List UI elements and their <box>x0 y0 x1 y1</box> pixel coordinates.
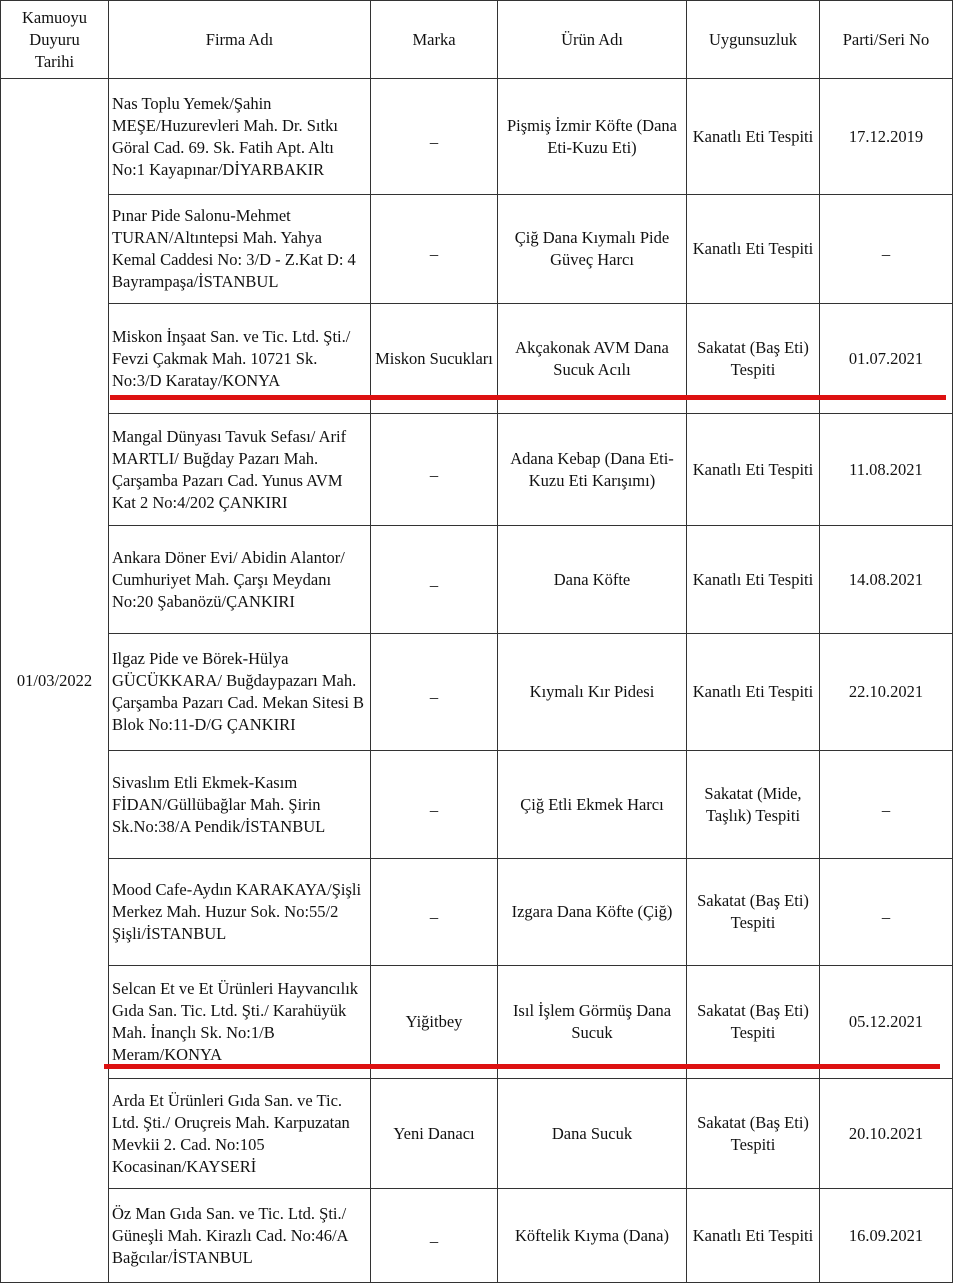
brand-cell: _ <box>371 634 498 751</box>
nonconformity-cell: Kanatlı Eti Tespiti <box>687 526 820 634</box>
nonconformity-cell: Kanatlı Eti Tespiti <box>687 634 820 751</box>
nonconformity-cell: Kanatlı Eti Tespiti <box>687 414 820 526</box>
product-cell: Çiğ Etli Ekmek Harcı <box>498 751 687 859</box>
product-cell: Kıymalı Kır Pidesi <box>498 634 687 751</box>
header-batch: Parti/Seri No <box>820 1 953 79</box>
product-cell: Isıl İşlem Görmüş Dana Sucuk <box>498 966 687 1079</box>
firm-cell: Ilgaz Pide ve Börek-Hülya GÜCÜKKARA/ Buğdaypazarı Mah. Çarşamba Pazarı Cad. Mekan Sitesi B Blok No:11-D/G ÇANKIRI <box>109 634 371 751</box>
brand-cell: Yiğitbey <box>371 966 498 1079</box>
header-brand: Marka <box>371 1 498 79</box>
product-cell: Pişmiş İzmir Köfte (Dana Eti-Kuzu Eti) <box>498 79 687 195</box>
firm-cell: Selcan Et ve Et Ürünleri Hayvancılık Gıda San. Tic. Ltd. Şti./ Karahüyük Mah. İnançlı Sk. No:1/B Meram/KONYA <box>109 966 371 1079</box>
product-cell: Çiğ Dana Kıymalı Pide Güveç Harcı <box>498 195 687 304</box>
table-row <box>1 526 953 634</box>
batch-cell: 01.07.2021 <box>820 304 953 414</box>
nonconformity-cell: Sakatat (Mide, Taşlık) Tespiti <box>687 751 820 859</box>
product-cell: Köftelik Kıyma (Dana) <box>498 1189 687 1283</box>
brand-cell: Miskon Sucukları <box>371 304 498 414</box>
product-cell: Akçakonak AVM Dana Sucuk Acılı <box>498 304 687 414</box>
batch-cell: 14.08.2021 <box>820 526 953 634</box>
table-row <box>1 414 953 526</box>
firm-cell: Öz Man Gıda San. ve Tic. Ltd. Şti./ Güneşli Mah. Kirazlı Cad. No:46/A Bağcılar/İSTANBUL <box>109 1189 371 1283</box>
brand-cell: _ <box>371 526 498 634</box>
product-cell: Dana Köfte <box>498 526 687 634</box>
firm-cell: Nas Toplu Yemek/Şahin MEŞE/Huzurevleri Mah. Dr. Sıtkı Göral Cad. 69. Sk. Fatih Apt. Altı No:1 Kayapınar/DİYARBAKIR <box>109 79 371 195</box>
nonconformity-cell: Sakatat (Baş Eti) Tespiti <box>687 859 820 966</box>
batch-cell: _ <box>820 859 953 966</box>
nonconformity-cell: Kanatlı Eti Tespiti <box>687 1189 820 1283</box>
brand-cell: _ <box>371 751 498 859</box>
batch-cell: 11.08.2021 <box>820 414 953 526</box>
nonconformity-cell: Sakatat (Baş Eti) Tespiti <box>687 1079 820 1189</box>
table-row <box>1 79 953 195</box>
batch-cell: 05.12.2021 <box>820 966 953 1079</box>
firm-cell: Miskon İnşaat San. ve Tic. Ltd. Şti./ Fevzi Çakmak Mah. 10721 Sk. No:3/D Karatay/KONYA <box>109 304 371 414</box>
brand-cell: _ <box>371 79 498 195</box>
header-nonconformity: Uygunsuzluk <box>687 1 820 79</box>
table-row <box>1 966 953 1079</box>
nonconformity-cell: Kanatlı Eti Tespiti <box>687 79 820 195</box>
table-row <box>1 634 953 751</box>
firm-cell: Arda Et Ürünleri Gıda San. ve Tic. Ltd. Şti./ Oruçreis Mah. Karpuzatan Mevkii 2. Cad. No:105 Kocasinan/KAYSERİ <box>109 1079 371 1189</box>
brand-cell: _ <box>371 414 498 526</box>
firm-cell: Ankara Döner Evi/ Abidin Alantor/ Cumhuriyet Mah. Çarşı Meydanı No:20 Şabanözü/ÇANKIRI <box>109 526 371 634</box>
header-product: Ürün Adı <box>498 1 687 79</box>
firm-cell: Mood Cafe-Aydın KARAKAYA/Şişli Merkez Mah. Huzur Sok. No:55/2 Şişli/İSTANBUL <box>109 859 371 966</box>
brand-cell: _ <box>371 859 498 966</box>
batch-cell: 22.10.2021 <box>820 634 953 751</box>
header-date: Kamuoyu Duyuru Tarihi <box>1 1 109 79</box>
nonconformity-cell: Sakatat (Baş Eti) Tespiti <box>687 304 820 414</box>
nonconformity-cell: Sakatat (Baş Eti) Tespiti <box>687 966 820 1079</box>
header-firm: Firma Adı <box>109 1 371 79</box>
batch-cell: _ <box>820 195 953 304</box>
table-row <box>1 751 953 859</box>
product-cell: Dana Sucuk <box>498 1079 687 1189</box>
product-cell: Izgara Dana Köfte (Çiğ) <box>498 859 687 966</box>
brand-cell: _ <box>371 195 498 304</box>
header-row <box>1 1 953 79</box>
batch-cell: 17.12.2019 <box>820 79 953 195</box>
table-row <box>1 195 953 304</box>
announcement-date: 01/03/2022 <box>1 79 109 1283</box>
brand-cell: _ <box>371 1189 498 1283</box>
brand-cell: Yeni Danacı <box>371 1079 498 1189</box>
firm-cell: Mangal Dünyası Tavuk Sefası/ Arif MARTLI/ Buğday Pazarı Mah. Çarşamba Pazarı Cad. Yunus AVM Kat 2 No:4/202 ÇANKIRI <box>109 414 371 526</box>
table-row <box>1 859 953 966</box>
nonconformity-cell: Kanatlı Eti Tespiti <box>687 195 820 304</box>
product-cell: Adana Kebap (Dana Eti-Kuzu Eti Karışımı) <box>498 414 687 526</box>
batch-cell: 16.09.2021 <box>820 1189 953 1283</box>
table-row <box>1 1079 953 1189</box>
firm-cell: Pınar Pide Salonu-Mehmet TURAN/Altıntepsi Mah. Yahya Kemal Caddesi No: 3/D - Z.Kat D: 4 Bayrampaşa/İSTANBUL <box>109 195 371 304</box>
red-highlight-line-1 <box>110 395 946 400</box>
firm-cell: Sivaslım Etli Ekmek-Kasım FİDAN/Güllübağlar Mah. Şirin Sk.No:38/A Pendik/İSTANBUL <box>109 751 371 859</box>
batch-cell: 20.10.2021 <box>820 1079 953 1189</box>
red-highlight-line-2 <box>104 1064 940 1069</box>
batch-cell: _ <box>820 751 953 859</box>
table-row <box>1 1189 953 1283</box>
